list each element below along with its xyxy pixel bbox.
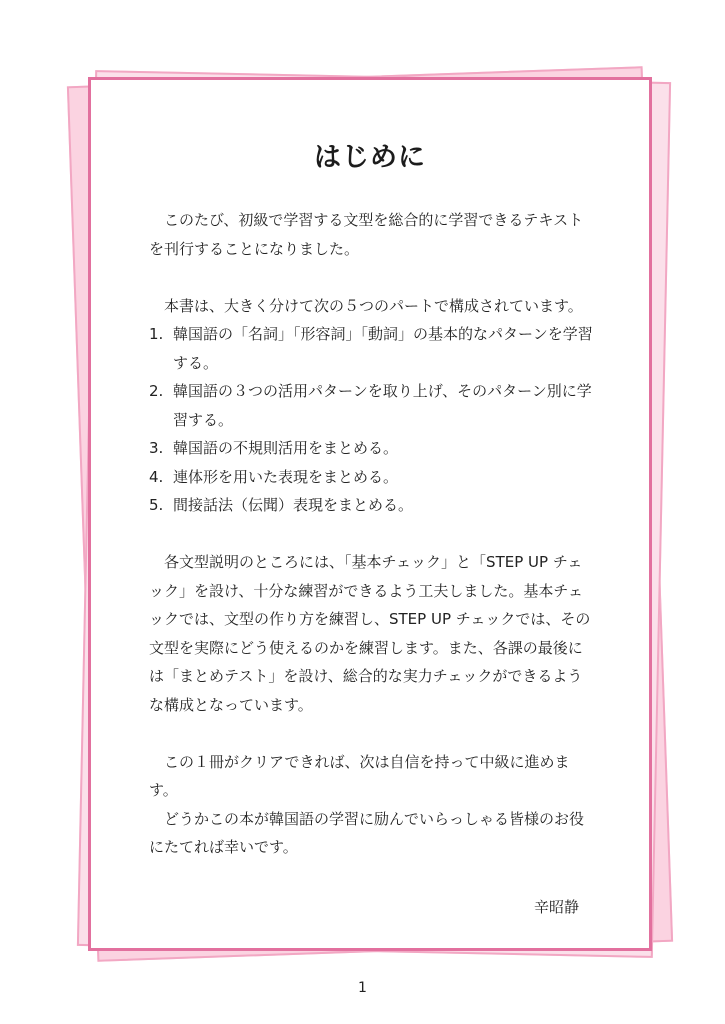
list-item — [149, 320, 595, 377]
list-item — [149, 463, 595, 492]
list-item-text: 韓国語の「名詞」「形容詞」「動詞」の基本的なパターンを学習する。 — [173, 325, 593, 372]
list-item — [149, 434, 595, 463]
page-title: はじめに — [314, 142, 426, 173]
paragraph-intro: このたび、初級で学習する文型を総合的に学習できるテキストを刊行することになりました。 — [149, 211, 584, 258]
paragraph-structure: 本書は、大きく分けて次の５つのパートで構成されています。 — [164, 296, 583, 315]
list-item-number: 2. — [149, 382, 164, 400]
paragraph-closing-1: この１冊がクリアできれば、次は自信を持って中級に進めます。 — [149, 752, 570, 799]
author-signature: 辛昭静 — [533, 897, 579, 916]
page-number: 1 — [358, 980, 367, 996]
list-item-text: 韓国語の３つの活用パターンを取り上げ、そのパターン別に学習する。 — [173, 382, 592, 429]
paragraph-closing-2: どうかこの本が韓国語の学習に励んでいらっしゃる皆様のお役にたてれば幸いです。 — [149, 809, 585, 856]
list-item-number: 5. — [149, 496, 164, 514]
list-item — [149, 377, 595, 434]
list-item-number: 3. — [149, 439, 164, 457]
preface-sheet — [88, 77, 652, 951]
list-item-number: 1. — [149, 325, 164, 343]
list-item — [149, 491, 595, 520]
list-item-number: 4. — [149, 467, 164, 486]
list-item-text: 間接話法（伝聞）表現をまとめる。 — [173, 496, 414, 514]
list-item-text: 連体形を用いた表現をまとめる。 — [173, 467, 399, 486]
paragraph-exercises: 各文型説明のところには、「基本チェック」と「STEP UP チェック」を設け、十分な練習ができるよう工夫しました。基本チェックでは、文型の作り方を練習し、STEP UP チェックでは、その文型を実際にどう使えるのかを練習します。また、各課の最後には「まとめテスト」を設け、総合的な実力チェックができるような構成となっています。 — [149, 553, 591, 714]
preface-body — [149, 206, 595, 921]
list-item-text: 韓国語の不規則活用をまとめる。 — [173, 439, 399, 457]
